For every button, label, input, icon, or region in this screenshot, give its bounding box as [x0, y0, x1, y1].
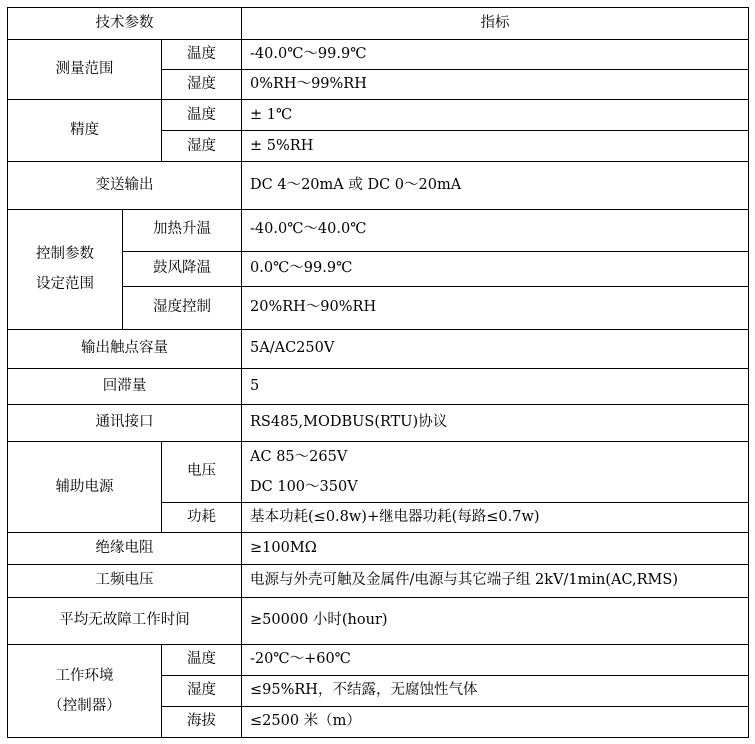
accuracy-label: 精度	[8, 100, 162, 162]
contact-value: 5A/AC250V	[242, 329, 749, 368]
env-hum-label: 湿度	[162, 675, 242, 706]
header-index: 指标	[242, 8, 749, 40]
transmit-label: 变送输出	[8, 162, 242, 209]
contact-label: 输出触点容量	[8, 329, 242, 368]
mtbf-value: ≥50000 小时(hour)	[242, 597, 749, 644]
control-fan-value: 0.0℃～99.9℃	[242, 251, 749, 286]
environment-label	[8, 644, 162, 737]
insulation-label: 绝缘电阻	[8, 533, 242, 565]
table-row	[8, 533, 749, 565]
hysteresis-label: 回滞量	[8, 368, 242, 404]
env-temp-label: 温度	[162, 644, 242, 675]
control-label-line2: 设定范围	[36, 276, 94, 293]
table-row	[8, 405, 749, 442]
header-param: 技术参数	[8, 8, 242, 40]
measure-hum-value: 0%RH～99%RH	[242, 70, 749, 100]
environment-label-line2: （控制器）	[48, 697, 121, 714]
env-alt-value: ≤2500 米（m）	[242, 706, 749, 737]
aux-power-label: 辅助电源	[8, 442, 162, 533]
withstand-value: 电源与外壳可触及金属件/电源与其它端子组 2kV/1min(AC,RMS)	[242, 565, 749, 597]
table-row	[8, 597, 749, 644]
withstand-label: 工频电压	[8, 565, 242, 597]
table-row	[8, 644, 749, 675]
table-row	[8, 442, 749, 503]
control-hum-label: 湿度控制	[123, 286, 242, 329]
environment-label-line1: 工作环境	[55, 667, 114, 684]
control-fan-label: 鼓风降温	[123, 251, 242, 286]
accuracy-temp-value: ± 1℃	[242, 100, 749, 131]
aux-voltage-value	[242, 442, 749, 503]
env-alt-label: 海拔	[162, 706, 242, 737]
comm-value: RS485,MODBUS(RTU)协议	[242, 405, 749, 442]
accuracy-hum-value: ± 5%RH	[242, 131, 749, 162]
table-row	[8, 162, 749, 209]
table-row	[8, 209, 749, 251]
aux-power-consumption-value: 基本功耗(≤0.8w)+继电器功耗(每路≤0.7w)	[242, 503, 749, 533]
insulation-value: ≥100MΩ	[242, 533, 749, 565]
hysteresis-value: 5	[242, 368, 749, 404]
table-row	[8, 565, 749, 597]
control-heat-label: 加热升温	[123, 209, 242, 251]
table-row	[8, 368, 749, 404]
comm-label: 通讯接口	[8, 405, 242, 442]
table-row	[8, 40, 749, 70]
measure-temp-label: 温度	[162, 40, 242, 70]
transmit-value: DC 4～20mA 或 DC 0～20mA	[242, 162, 749, 209]
mtbf-label: 平均无故障工作时间	[8, 597, 242, 644]
table-row	[8, 329, 749, 368]
aux-voltage-label: 电压	[162, 442, 242, 503]
spec-table	[7, 7, 749, 738]
control-label	[8, 209, 123, 329]
control-hum-value: 20%RH～90%RH	[242, 286, 749, 329]
env-hum-value: ≤95%RH，不结露，无腐蚀性气体	[242, 675, 749, 706]
aux-voltage-line1: AC 85～265V	[250, 449, 348, 466]
control-label-line1: 控制参数	[36, 246, 94, 263]
accuracy-hum-label: 湿度	[162, 131, 242, 162]
env-temp-value: -20℃～+60℃	[242, 644, 749, 675]
measure-temp-value: -40.0℃～99.9℃	[242, 40, 749, 70]
table-row	[8, 100, 749, 131]
aux-power-consumption-label: 功耗	[162, 503, 242, 533]
accuracy-temp-label: 温度	[162, 100, 242, 131]
control-heat-value: -40.0℃～40.0℃	[242, 209, 749, 251]
measure-range-label: 测量范围	[8, 40, 162, 100]
table-row	[8, 8, 749, 40]
measure-hum-label: 湿度	[162, 70, 242, 100]
aux-voltage-line2: DC 100～350V	[250, 479, 358, 496]
